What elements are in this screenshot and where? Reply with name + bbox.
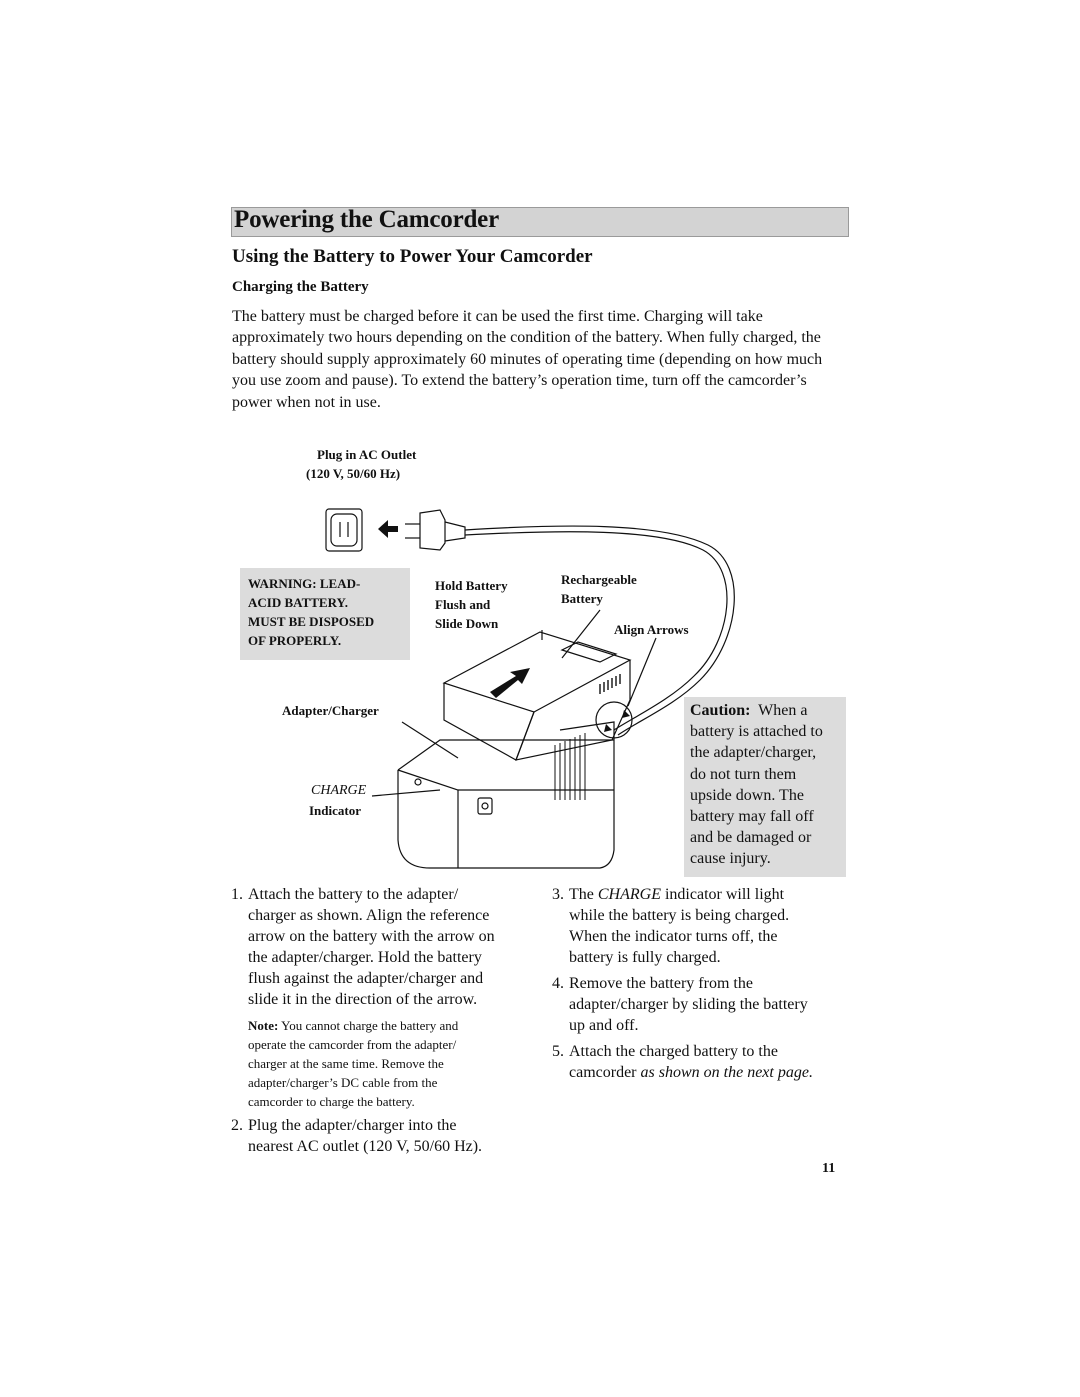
step-text: camcorder (569, 1064, 637, 1081)
steps-right-column (552, 884, 847, 1083)
caution-line: the adapter/charger, (690, 744, 817, 762)
note-label: Note: (248, 1018, 279, 1033)
step-line: while the battery is being charged. (569, 907, 790, 924)
caution-line: battery may fall off (690, 808, 814, 826)
left-arrow-icon (378, 520, 398, 538)
warning-line: ACID BATTERY. (248, 595, 348, 610)
caution-box (684, 697, 846, 877)
note-first-line (248, 1016, 531, 1035)
step-line: flush against the adapter/charger and (248, 970, 484, 987)
step-number: 4. (552, 975, 564, 992)
note-line: adapter/charger’s DC cable from the (248, 1075, 438, 1090)
caution-line: battery is attached to (690, 723, 823, 741)
step-line: Plug the adapter/charger into the (248, 1117, 457, 1134)
step-line: When the indicator turns off, the (569, 928, 778, 945)
align-arrows-label: Align Arrows (614, 622, 689, 637)
step-line: adapter/charger by sliding the battery (569, 996, 808, 1013)
wall-outlet-icon (326, 509, 362, 551)
caution-first-text: When a (758, 702, 808, 719)
adapter-charger-body (398, 722, 614, 868)
caution-line: cause injury. (690, 850, 771, 868)
step-1 (231, 884, 531, 1010)
indicator-label: Indicator (309, 803, 361, 818)
step-line: Remove the battery from the (569, 975, 753, 992)
step-line: Attach the charged battery to the (569, 1043, 778, 1060)
step-line: the adapter/charger. Hold the battery (248, 949, 482, 966)
rechargeable-label-line: Battery (561, 591, 603, 606)
step-4 (552, 973, 847, 1036)
warning-line: OF PROPERLY. (248, 633, 342, 648)
caution-line: upside down. The (690, 786, 804, 804)
step-5-second-line (569, 1062, 847, 1083)
step-line: arrow on the battery with the arrow on (248, 928, 495, 945)
hold-label-line: Hold Battery (435, 578, 508, 593)
step-line: up and off. (569, 1017, 639, 1034)
step-1-note (248, 1016, 531, 1111)
caution-line: do not turn them (690, 765, 797, 783)
step-number: 1. (231, 886, 243, 903)
step-text: The (569, 886, 594, 903)
note-line: charger at the same time. Remove the (248, 1056, 444, 1071)
step-number: 2. (231, 1117, 243, 1134)
steps-left-column (231, 884, 531, 1157)
adapter-charger-label: Adapter/Charger (282, 703, 379, 718)
charge-term: CHARGE (597, 886, 661, 903)
warning-line: MUST BE DISPOSED (248, 614, 375, 629)
step-line: nearest AC outlet (120 V, 50/60 Hz). (248, 1138, 483, 1155)
caution-line: and be damaged or (690, 829, 812, 847)
page-number: 11 (822, 1161, 836, 1176)
ac-plug-icon (405, 510, 465, 550)
note-line: operate the camcorder from the adapter/ (248, 1037, 457, 1052)
hold-label-line: Flush and (435, 597, 491, 612)
step-number: 5. (552, 1043, 564, 1060)
subsection-title: Using the Battery to Power Your Camcorder (232, 246, 593, 267)
step-line: slide it in the direction of the arrow. (248, 991, 478, 1008)
plug-label-line2: (120 V, 50/60 Hz) (306, 466, 401, 481)
step-3-first-line (569, 884, 847, 905)
step-line: battery is fully charged. (569, 949, 721, 966)
topic-heading: Charging the Battery (232, 279, 369, 295)
hold-label-line: Slide Down (435, 616, 499, 631)
slide-arrow-icon (490, 668, 530, 698)
note-first-text: You cannot charge the battery and (281, 1018, 459, 1033)
step-number: 3. (552, 886, 564, 903)
warning-line: WARNING: LEAD- (248, 576, 361, 591)
step-3 (552, 884, 847, 968)
intro-paragraph: The battery must be charged before it can be used the first time. Charging will take approximately two hours depending on the condition of the battery. When fully charged, the battery should supply approximately 60 minutes of operating time (depending on how much you use zoom and pause). To extend the battery’s operation time, turn off the camcorder’s power when not in use. (232, 308, 823, 411)
step-line: charger as shown. Align the reference (248, 907, 490, 924)
section-title: Powering the Camcorder (234, 206, 499, 233)
charge-label: CHARGE (311, 783, 367, 798)
step-2 (231, 1115, 531, 1157)
step-line: Attach the battery to the adapter/ (248, 886, 459, 903)
battery-pack (444, 632, 630, 760)
cross-reference: as shown on the next page. (640, 1064, 813, 1081)
step-text: indicator will light (664, 886, 785, 903)
note-line: camcorder to charge the battery. (248, 1094, 415, 1109)
plug-label-line1: Plug in AC Outlet (317, 447, 417, 462)
caution-first-line (690, 700, 846, 721)
rechargeable-label-line: Rechargeable (561, 572, 637, 587)
step-5 (552, 1041, 847, 1083)
caution-heading: Caution: (690, 702, 751, 719)
